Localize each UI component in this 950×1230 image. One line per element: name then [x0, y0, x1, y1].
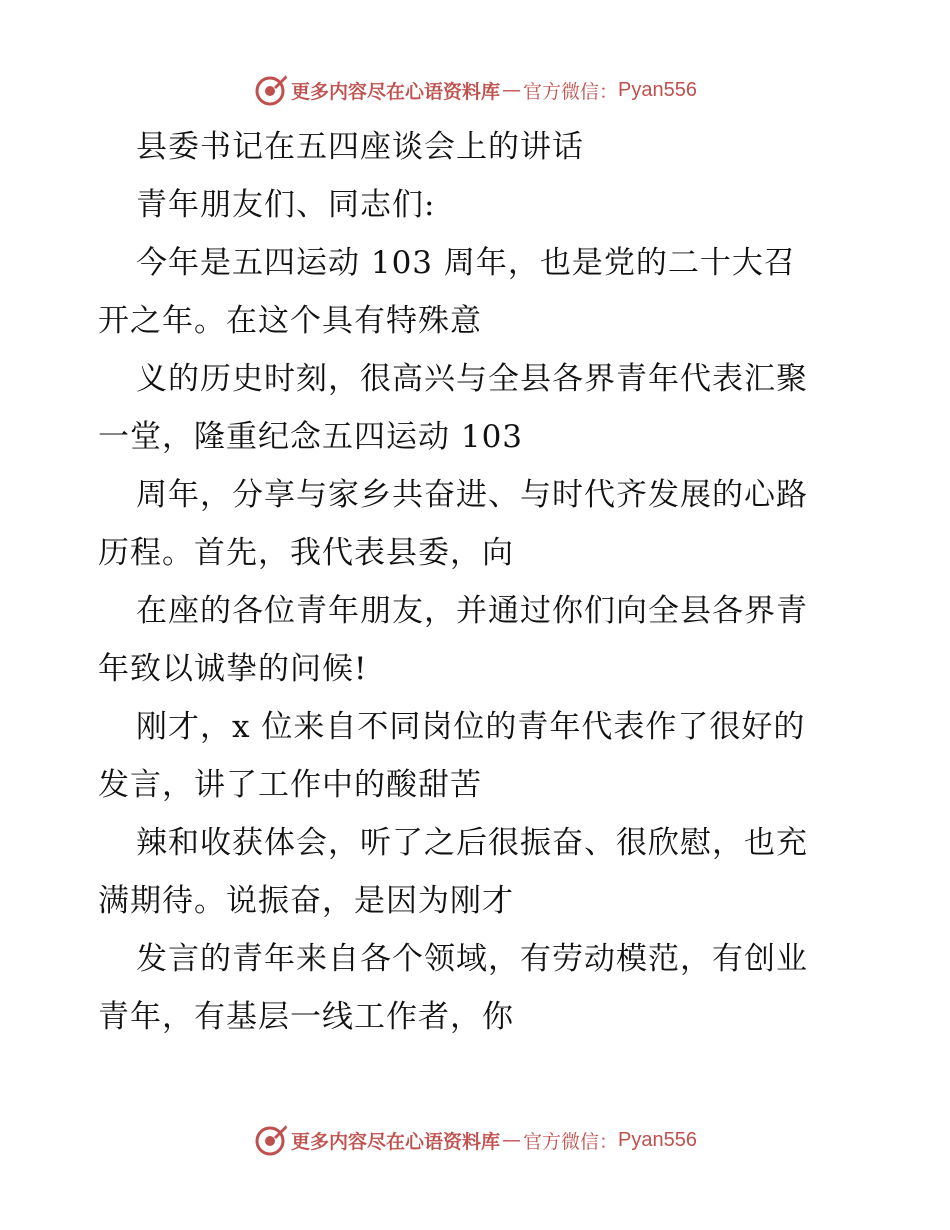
watermark-dash: — [502, 79, 522, 101]
text-line: 开之年。在这个具有特殊意 [98, 303, 482, 339]
text-line: 义的历史时刻，很高兴与全县各界青年代表汇聚 [136, 361, 808, 397]
text-line: 发言，讲了工作中的酸甜苦 [98, 767, 482, 803]
text-line: 满期待。说振奋，是因为刚才 [98, 883, 514, 919]
text-line: 周年，分享与家乡共奋进、与时代齐发展的心路 [136, 477, 808, 513]
watermark-contact-label: 官方微信： [523, 80, 619, 103]
text-line: 历程。首先，我代表县委，向 [98, 535, 514, 571]
watermark-brand: 更多内容尽在心语资料库 [291, 80, 501, 103]
watermark-footer [0, 1120, 950, 1160]
watermark-header [0, 70, 950, 110]
text-line: 辣和收获体会，听了之后很振奋、很欣慰，也充 [136, 825, 808, 861]
watermark-brand: 更多内容尽在心语资料库 [291, 1130, 501, 1153]
watermark-dash: — [502, 1129, 522, 1151]
text-line: 发言的青年来自各个领域，有劳动模范，有创业 [136, 941, 808, 977]
pen-logo-icon [253, 72, 289, 108]
watermark-contact-id: Pyan556 [618, 78, 697, 101]
text-line: 今年是五四运动 103 周年，也是党的二十大召 [136, 245, 796, 281]
text-line: 青年，有基层一线工作者，你 [98, 999, 514, 1035]
text-line: 在座的各位青年朋友，并通过你们向全县各界青 [136, 593, 808, 629]
text-line: 刚才，x 位来自不同岗位的青年代表作了很好的 [136, 709, 806, 745]
watermark-contact-label: 官方微信： [523, 1130, 619, 1153]
watermark-contact-id: Pyan556 [618, 1128, 697, 1151]
text-line: 年致以诚挚的问候! [98, 651, 368, 687]
document-body [98, 118, 858, 1046]
text-line: 县委书记在五四座谈会上的讲话 [136, 129, 584, 165]
text-line: 一堂，隆重纪念五四运动 103 [98, 419, 524, 455]
pen-logo-icon [253, 1122, 289, 1158]
text-line: 青年朋友们、同志们: [136, 187, 436, 223]
